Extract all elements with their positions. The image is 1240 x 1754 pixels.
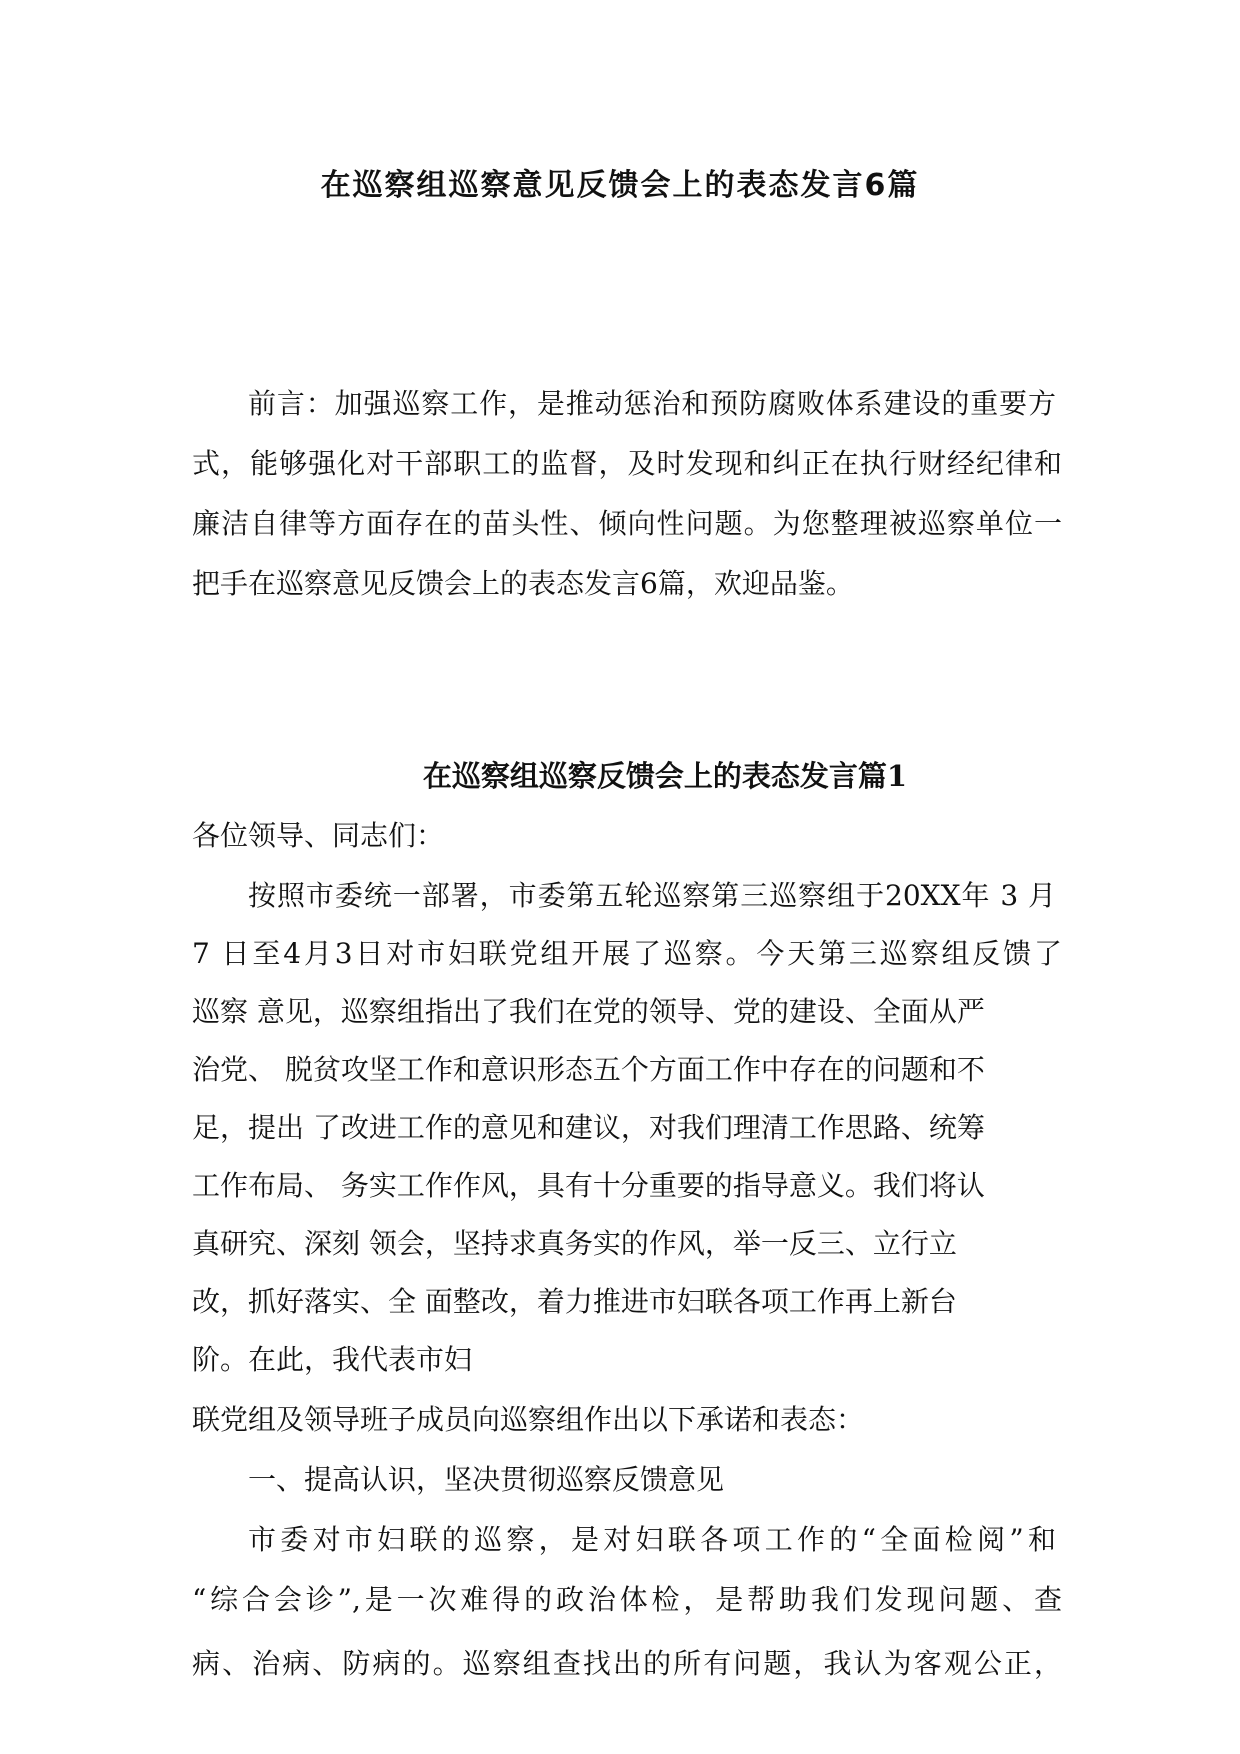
body-line-7: 真研究、深刻 领会，坚持求真务实的作风，举一反三、立行立 <box>192 1227 957 1260</box>
body-line-8: 改，抓好落实、全 面整改，着力推进市妇联各项工作再上新台 <box>192 1285 957 1318</box>
salutation: 各位领导、同志们： <box>192 819 445 852</box>
body-line-10: 联党组及领导班子成员向巡察组作出以下承诺和表态： <box>192 1403 865 1436</box>
body-line-6: 工作布局、 务实工作作风，具有十分重要的指导意义。我们将认 <box>192 1169 985 1202</box>
body-line-1: 按照市委统一部署，市委第五轮巡察第三巡察组于20XX年 3 月 <box>248 879 1056 912</box>
body-line-4: 治党、 脱贫攻坚工作和意识形态五个方面工作中存在的问题和不 <box>192 1053 985 1086</box>
body-line-14: 病、治病、防病的。巡察组查找出的所有问题，我认为客观公正， <box>192 1647 1062 1680</box>
body-line-3: 巡察 意见，巡察组指出了我们在党的领导、党的建设、全面从严 <box>192 995 985 1028</box>
body-line-9: 阶。在此，我代表市妇 <box>192 1343 473 1376</box>
body-line-12: 市委对市妇联的巡察，是对妇联各项工作的“全面检阅”和 <box>248 1523 1056 1556</box>
preface-line-1: 前言：加强巡察工作，是推动惩治和预防腐败体系建设的重要方 <box>248 387 1056 420</box>
body-line-2: 7 日至4月3日对市妇联党组开展了巡察。今天第三巡察组反馈了 <box>192 937 1062 970</box>
preface-line-2: 式，能够强化对干部职工的监督，及时发现和纠正在执行财经纪律和 <box>192 447 1062 480</box>
document-title: 在巡察组巡察意见反馈会上的表态发言6篇 <box>320 168 920 203</box>
preface-line-4: 把手在巡察意见反馈会上的表态发言6篇，欢迎品鉴。 <box>192 567 854 600</box>
section-heading: 在巡察组巡察反馈会上的表态发言篇1 <box>422 759 908 793</box>
preface-line-3: 廉洁自律等方面存在的苗头性、倾向性问题。为您整理被巡察单位一 <box>192 507 1062 540</box>
body-line-13: “综合会诊”,是一次难得的政治体检，是帮助我们发现问题、查 <box>192 1583 1062 1616</box>
body-line-5: 足，提出 了改进工作的意见和建议，对我们理清工作思路、统筹 <box>192 1111 985 1144</box>
section-point-1-heading: 一、提高认识，坚决贯彻巡察反馈意见 <box>248 1463 725 1496</box>
